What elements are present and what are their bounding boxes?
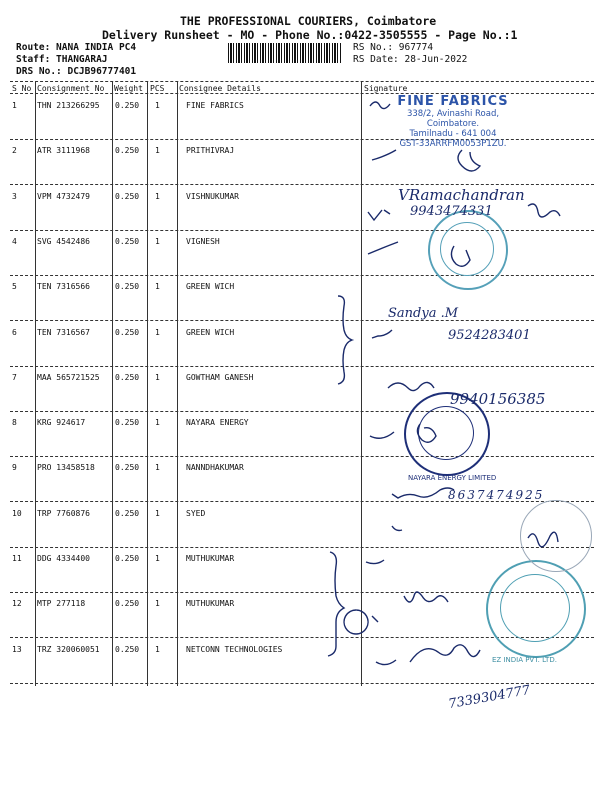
row-weight: 0.250 bbox=[115, 192, 140, 201]
sig-row7 bbox=[388, 382, 434, 390]
sig-row13-tick bbox=[376, 660, 396, 665]
sig-row2-mark bbox=[458, 150, 480, 171]
row-consignment-no: MAA 565721525 bbox=[37, 373, 100, 382]
row-separator bbox=[10, 320, 594, 321]
row-weight: 0.250 bbox=[115, 146, 140, 155]
row-weight: 0.250 bbox=[115, 282, 140, 291]
sig-row3-extra bbox=[528, 204, 560, 217]
row-pcs: 1 bbox=[155, 192, 160, 201]
row-pcs: 1 bbox=[155, 509, 160, 518]
seal-ez-india-inner bbox=[500, 574, 570, 642]
handwriting-row3-name: VRamachandran bbox=[398, 186, 525, 204]
col-header-signature: Signature bbox=[364, 84, 408, 93]
row-sno: 5 bbox=[12, 282, 17, 291]
runsheet-subtitle: Delivery Runsheet - MO - Phone No.:0422-3505555 - Page No.:1 bbox=[102, 28, 518, 42]
row-consignee: NANNDHAKUMAR bbox=[186, 463, 244, 472]
sig-row1 bbox=[370, 102, 390, 109]
row-separator bbox=[10, 456, 594, 457]
row-consignment-no: MTP 277118 bbox=[37, 599, 86, 608]
company-title: THE PROFESSIONAL COURIERS, Coimbatore bbox=[180, 14, 437, 28]
row-sno: 6 bbox=[12, 328, 17, 337]
row-consignee: GREEN WICH bbox=[186, 282, 235, 291]
row-pcs: 1 bbox=[155, 599, 160, 608]
row-pcs: 1 bbox=[155, 237, 160, 246]
row-weight: 0.250 bbox=[115, 554, 140, 563]
row-weight: 0.250 bbox=[115, 101, 140, 110]
row-weight: 0.250 bbox=[115, 328, 140, 337]
row-consignee: MUTHUKUMAR bbox=[186, 599, 235, 608]
row-weight: 0.250 bbox=[115, 373, 140, 382]
row-separator bbox=[10, 683, 594, 684]
row-sno: 10 bbox=[12, 509, 22, 518]
handwriting-row3-phone: 9943474331 bbox=[410, 204, 493, 219]
row-pcs: 1 bbox=[155, 418, 160, 427]
col-header-weight: Weight bbox=[114, 84, 143, 93]
row-weight: 0.250 bbox=[115, 599, 140, 608]
fine-fabrics-stamp bbox=[388, 95, 518, 149]
col-header-pcs: PCS bbox=[150, 84, 165, 93]
row-weight: 0.250 bbox=[115, 463, 140, 472]
row-sno: 2 bbox=[12, 146, 17, 155]
col-header-consignee: Consignee Details bbox=[179, 84, 261, 93]
barcode bbox=[228, 43, 342, 63]
row-weight: 0.250 bbox=[115, 237, 140, 246]
row-sno: 3 bbox=[12, 192, 17, 201]
row-consignment-no: ATR 3111968 bbox=[37, 146, 90, 155]
row-sno: 1 bbox=[12, 101, 17, 110]
row-separator bbox=[10, 547, 594, 548]
handwriting-row6-name: Sandya .M bbox=[388, 306, 459, 321]
col-divider-1 bbox=[35, 82, 36, 686]
col-divider-3 bbox=[147, 82, 148, 686]
seal-row3-4-inner bbox=[440, 222, 494, 276]
row-consignee: FINE FABRICS bbox=[186, 101, 244, 110]
col-header-sno: S No bbox=[12, 84, 32, 93]
sig-row12-circle bbox=[344, 610, 368, 634]
row-consignment-no: TRP 7760876 bbox=[37, 509, 90, 518]
row-pcs: 1 bbox=[155, 645, 160, 654]
sig-row9 bbox=[392, 488, 454, 498]
brace-row11-12 bbox=[328, 552, 344, 656]
row-consignee: NAYARA ENERGY bbox=[186, 418, 249, 427]
row-consignment-no: PRO 13458518 bbox=[37, 463, 95, 472]
row-weight: 0.250 bbox=[115, 418, 140, 427]
header-top-rule bbox=[10, 81, 594, 82]
row-consignment-no: TEN 7316566 bbox=[37, 282, 90, 291]
sig-row3-tick bbox=[368, 210, 390, 220]
sig-row2 bbox=[372, 150, 396, 160]
rs-number: RS No.: 967774 bbox=[353, 42, 434, 53]
brace-row5-6 bbox=[338, 296, 352, 384]
rs-date: RS Date: 28-Jun-2022 bbox=[353, 54, 468, 65]
seal-row11 bbox=[520, 500, 592, 572]
row-separator bbox=[10, 411, 594, 412]
sig-row8-tick bbox=[370, 432, 394, 438]
row-pcs: 1 bbox=[155, 328, 160, 337]
row-consignment-no: THN 213266295 bbox=[37, 101, 100, 110]
row-pcs: 1 bbox=[155, 146, 160, 155]
sig-row4 bbox=[368, 242, 398, 254]
row-consignee: NETCONN TECHNOLOGIES bbox=[186, 645, 283, 654]
row-consignee: PRITHIVRAJ bbox=[186, 146, 235, 155]
row-sno: 9 bbox=[12, 463, 17, 472]
row-sno: 13 bbox=[12, 645, 22, 654]
row-separator bbox=[10, 366, 594, 367]
row-consignee: SYED bbox=[186, 509, 206, 518]
handwriting-row7-phone: 9940156385 bbox=[450, 390, 546, 408]
sig-row11-tick bbox=[366, 560, 384, 564]
stamp-address-3: Tamilnadu - 641 004 bbox=[409, 129, 497, 139]
handwriting-row6-phone: 9524283401 bbox=[448, 328, 531, 343]
row-consignee: GREEN WICH bbox=[186, 328, 235, 337]
row-separator bbox=[10, 230, 594, 231]
row-sno: 12 bbox=[12, 599, 22, 608]
row-sno: 8 bbox=[12, 418, 17, 427]
row-sno: 4 bbox=[12, 237, 17, 246]
row-consignment-no: TRZ 320060051 bbox=[37, 645, 100, 654]
row-separator bbox=[10, 275, 594, 276]
row-pcs: 1 bbox=[155, 373, 160, 382]
row-consignee: MUTHUKUMAR bbox=[186, 554, 235, 563]
row-sno: 7 bbox=[12, 373, 17, 382]
row-pcs: 1 bbox=[155, 282, 160, 291]
sig-row12-tick bbox=[372, 616, 378, 622]
sig-row12 bbox=[404, 592, 448, 602]
row-consignee: VIGNESH bbox=[186, 237, 220, 246]
route-label: Route: NANA INDIA PC4 bbox=[16, 42, 137, 53]
col-divider-5 bbox=[361, 82, 362, 686]
stamp-address-2: Coimbatore. bbox=[426, 119, 480, 129]
row-consignment-no: SVG 4542486 bbox=[37, 237, 90, 246]
row-consignment-no: VPM 4732479 bbox=[37, 192, 90, 201]
row-separator bbox=[10, 184, 594, 185]
sig-row10 bbox=[392, 526, 402, 531]
seal-ez-india-text: EZ INDIA PVT. LTD. bbox=[492, 656, 557, 664]
sig-row6-tick bbox=[372, 330, 392, 338]
row-consignee: VISHNUKUMAR bbox=[186, 192, 239, 201]
seal-nayara-inner bbox=[418, 406, 474, 460]
stamp-gst: GST-33ARRFM0053P1ZU. bbox=[399, 139, 507, 149]
row-pcs: 1 bbox=[155, 101, 160, 110]
row-consignee: GOWTHAM GANESH bbox=[186, 373, 254, 382]
handwriting-row13-phone: 7339304777 bbox=[447, 682, 532, 713]
col-divider-2 bbox=[112, 82, 113, 686]
row-consignment-no: TEN 7316567 bbox=[37, 328, 90, 337]
col-header-consignment: Consignment No bbox=[37, 84, 105, 93]
staff-label: Staff: THANGARAJ bbox=[16, 54, 108, 65]
stamp-address-1: 338/2, Avinashi Road, bbox=[406, 109, 500, 119]
row-sno: 11 bbox=[12, 554, 22, 563]
row-pcs: 1 bbox=[155, 463, 160, 472]
seal-nayara-text: NAYARA ENERGY LIMITED bbox=[408, 474, 497, 482]
col-divider-4 bbox=[177, 82, 178, 686]
sig-row13 bbox=[410, 645, 480, 662]
row-weight: 0.250 bbox=[115, 509, 140, 518]
row-weight: 0.250 bbox=[115, 645, 140, 654]
drs-number: DRS No.: DCJB96777401 bbox=[16, 66, 137, 77]
handwriting-row9-phone: 8637474925 bbox=[448, 488, 545, 502]
stamp-company-name: FINE FABRICS bbox=[397, 94, 509, 109]
row-consignment-no: DDG 4334400 bbox=[37, 554, 90, 563]
row-consignment-no: KRG 924617 bbox=[37, 418, 86, 427]
row-pcs: 1 bbox=[155, 554, 160, 563]
